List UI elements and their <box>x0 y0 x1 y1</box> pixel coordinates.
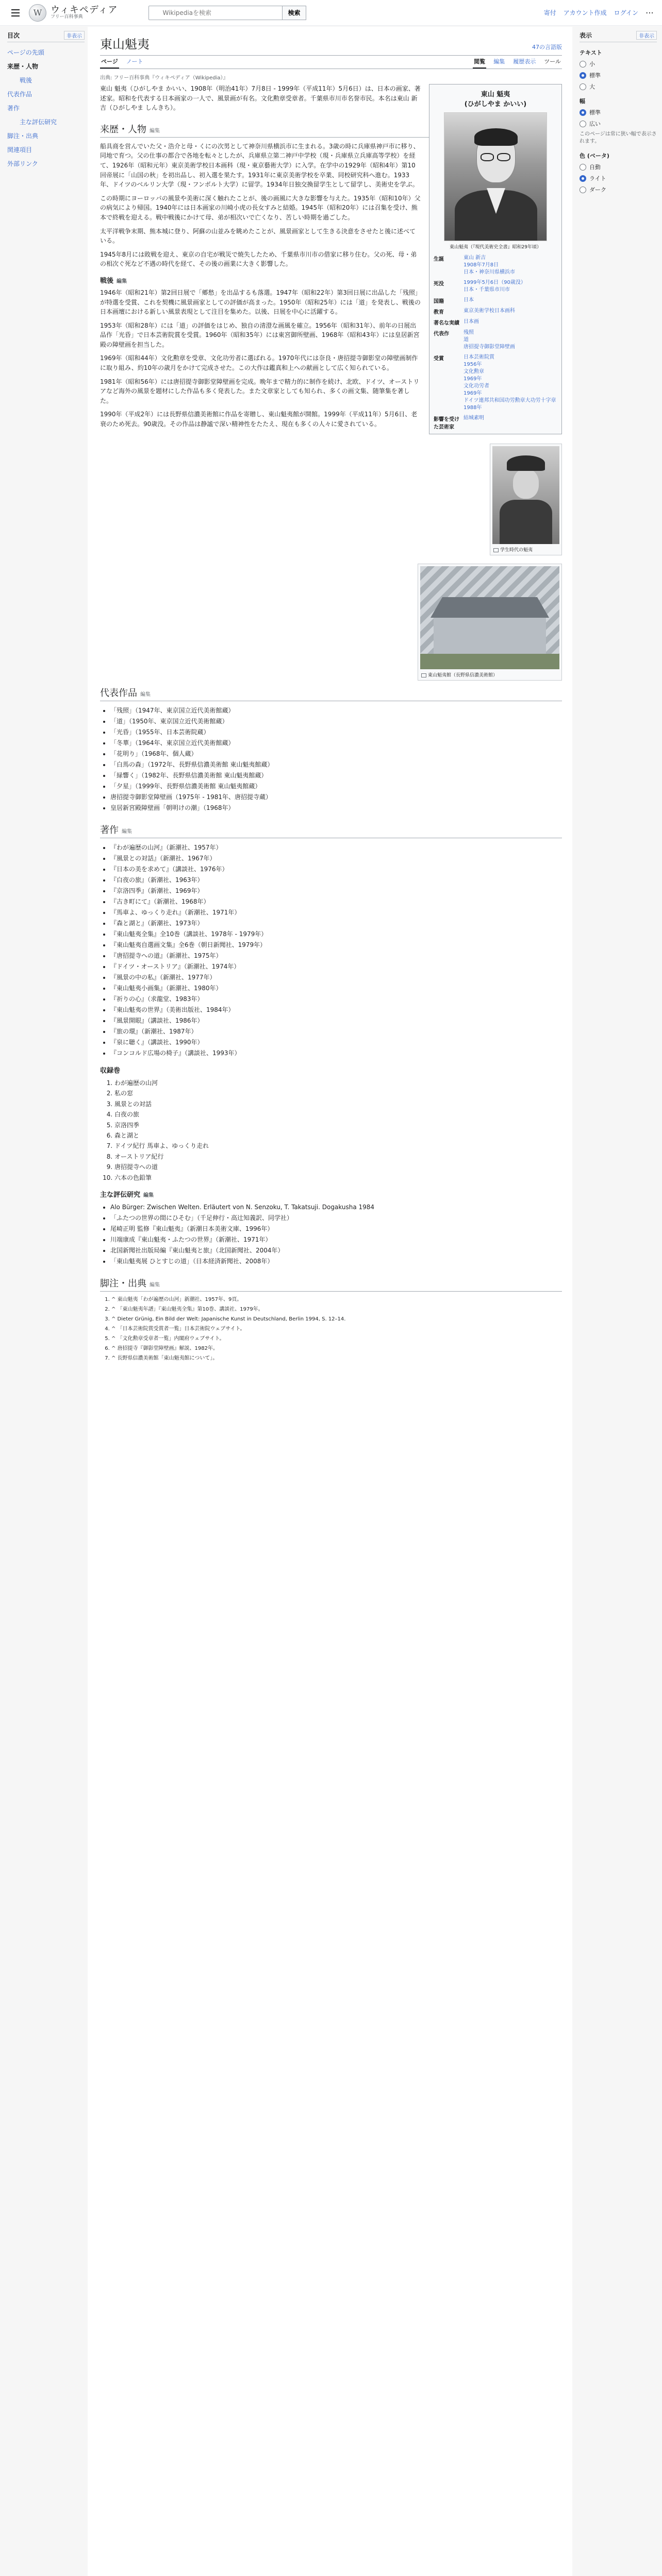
work-item: • 「緑響く」（1982年、長野県信濃美術館 東山魁夷館蔵） <box>110 770 562 781</box>
radio-button-icon[interactable] <box>580 121 586 127</box>
section-heading-studies <box>100 1189 562 1199</box>
work-item: • 「道」（1950年、東京国立近代美術館蔵） <box>110 716 562 727</box>
paragraph: 太平洋戦争末期、熊本城に登り、阿蘇の山並みを眺めたことが、風景画家として生きる決意をさせたと後に述べている。 <box>100 227 416 245</box>
reference-item: 3. ^ Dieter Grünig, Ein Bild der Welt: Japanische Kunst in Deutschland, Berlin 1994, S. 12–14. <box>111 1315 562 1323</box>
more-options-icon[interactable]: ⋯ <box>646 8 654 18</box>
book-item: • 『唐招提寺への道』（新潮社、1975年） <box>110 951 562 961</box>
infobox-value <box>461 295 559 306</box>
paragraph: 1946年（昭和21年）第2回日展で「郷愁」を出品するも落選。1947年（昭和22年）第3回日展に出品した「残照」が特選を受賞、これを契機に風景画家としての評価が高まった。1950年（昭和25年）には「道」を発表し、戦後の日本画壇における新しい風景表現として注目を集めた。以後、日展を中心に活躍する。 <box>100 289 421 316</box>
site-title: ウィキペディア <box>51 4 118 15</box>
infobox-value <box>461 317 559 328</box>
infobox-value-line[interactable]: 東京美術学校日本画科 <box>464 308 515 314</box>
text-size-option[interactable] <box>580 60 657 68</box>
reference-item: 6. ^ 唐招提寺『御影堂障壁画』解説、1982年。 <box>111 1345 562 1352</box>
radio-button-icon[interactable] <box>580 61 586 67</box>
article-body <box>100 84 562 1362</box>
volume-item: 3. 風景との対話 <box>114 1099 562 1109</box>
numbered-heading: 収録巻 <box>100 1067 121 1075</box>
section-title-works: 代表作品 <box>100 688 137 699</box>
text-size-option-label: 標準 <box>589 72 601 79</box>
main-content <box>88 27 572 2576</box>
book-item: • 『ドイツ・オーストリア』（新潮社、1974年） <box>110 961 562 972</box>
toc-list <box>7 45 85 171</box>
infobox-label: 著名な実績 <box>434 320 459 326</box>
appearance-hide-button[interactable]: 非表示 <box>636 31 657 40</box>
user-links <box>544 8 654 18</box>
infobox-value <box>461 278 559 295</box>
infobox-label: 影響を受けた芸術家 <box>434 417 459 430</box>
infobox-label: 代表作 <box>434 331 449 337</box>
edit-section-link[interactable]: 編集 <box>143 1192 154 1198</box>
infobox-label: 生誕 <box>434 257 444 262</box>
book-item: • 『東山魁夷小画集』（新潮社、1980年） <box>110 983 562 994</box>
books-list <box>100 842 562 1059</box>
section-heading-books <box>100 823 562 838</box>
text-size-label: テキスト <box>580 49 602 56</box>
infobox-row <box>432 317 559 328</box>
infobox-value-line[interactable]: 日本 <box>464 297 474 303</box>
search-input[interactable] <box>148 6 283 20</box>
color-option-label: ライト <box>589 175 606 182</box>
appearance-title: 表示 <box>580 32 592 39</box>
toc-sidebar <box>7 31 85 171</box>
book-item: • 『東山魁夷全集』全10巻（講談社、1978年 - 1979年） <box>110 929 562 940</box>
toc-item[interactable]: 来歴・人物 <box>7 63 39 70</box>
radio-button-icon[interactable] <box>580 164 586 171</box>
infobox-label: 死没 <box>434 281 444 287</box>
edit-section-link[interactable]: 編集 <box>150 1282 160 1288</box>
infobox-value-line[interactable]: 東山 新吉 <box>464 255 486 261</box>
infobox-value-line[interactable]: 日本・神奈川県横浜市 <box>464 269 515 275</box>
tab-tools[interactable]: ツール <box>544 58 561 65</box>
book-item: • 『京洛四季』（新潮社、1969年） <box>110 886 562 896</box>
tab-history[interactable]: 履歴表示 <box>513 58 536 65</box>
wikipedia-globe-icon: W <box>29 4 46 22</box>
thumb-student-caption: 学生時代の魁夷 <box>500 548 533 553</box>
infobox-value-line[interactable]: 1999年5月6日（90歳没） <box>464 280 526 285</box>
infobox-value-line[interactable]: 唐招提寺御影堂障壁画 <box>464 344 515 350</box>
search-form <box>148 6 306 20</box>
infobox-row <box>432 306 559 317</box>
section-title-refs: 脚注・出典 <box>100 1278 146 1289</box>
enlarge-icon[interactable] <box>421 673 426 677</box>
paragraph: 1981年（昭和56年）には唐招提寺御影堂障壁画を完成。晩年まで精力的に制作を続け、北欧、ドイツ、オーストリアなど海外の風景を題材にした作品も多く発表した。また文章家としても知られ、多くの画文集、随筆集を著した。 <box>100 378 420 404</box>
languages-button[interactable]: 47の言語版 <box>532 44 562 50</box>
numbered-list <box>100 1078 562 1183</box>
toc-item[interactable]: 著作 <box>7 105 20 112</box>
width-option-label: 広い <box>589 121 601 127</box>
book-item: • 『わが遍歴の山河』（新潮社、1957年） <box>110 842 562 853</box>
infobox-value-line[interactable]: 文化勲章 <box>464 369 484 375</box>
book-item: • 『コンコルド広場の椅子』（講談社、1993年） <box>110 1048 562 1059</box>
infobox-table <box>432 253 559 432</box>
tab-read[interactable]: 閲覧 <box>473 55 486 69</box>
book-item: • 『旅の環』（新潮社、1987年） <box>110 1026 562 1037</box>
color-option[interactable] <box>580 163 657 171</box>
reference-item: 1. ^ 東山魁夷「わが遍歴の山河」新潮社、1957年、9頁。 <box>111 1296 562 1303</box>
references-list <box>100 1296 562 1362</box>
infobox-value <box>461 253 559 278</box>
infobox-value-line[interactable]: ドイツ連邦共和国功労勲章大功労十字章 <box>464 398 556 403</box>
search-button[interactable]: 検索 <box>283 6 306 20</box>
book-item: • 『白夜の旅』（新潮社、1963年） <box>110 875 562 886</box>
volume-item: 9. 唐招提寺への道 <box>114 1162 562 1172</box>
color-group <box>580 151 657 194</box>
paragraph: 1969年（昭和44年）文化勲章を受章、文化功労者に選ばれる。1970年代には奈良・唐招提寺御影堂の障壁画制作に取り組み、約10年の歳月をかけて完成させた。この大作は鑑真和上への献画として広く知られている。 <box>100 354 418 372</box>
book-item: • 『森と湖と』（新潮社、1973年） <box>110 918 562 929</box>
studies-list <box>100 1202 562 1267</box>
work-item: • 皇居新宮殿障壁画「朝明けの潮」（1968年） <box>110 803 562 814</box>
toc-item[interactable]: 関連項目 <box>7 146 32 154</box>
article-tagline: 出典: フリー百科事典『ウィキペディア（Wikipedia）』 <box>100 75 228 81</box>
color-option[interactable] <box>580 174 657 182</box>
page-title: 東山魁夷 <box>100 37 150 52</box>
reference-item: 2. ^ 「東山魁夷年譜」『東山魁夷全集』第10巻、講談社、1979年。 <box>111 1306 562 1313</box>
color-label: 色 (ベータ) <box>580 152 609 159</box>
appearance-panel <box>580 31 657 197</box>
study-item: • 尾崎正明 監修『東山魁夷』（新潮日本美術文庫、1996年） <box>110 1224 562 1234</box>
volume-item: 5. 京洛四季 <box>114 1120 562 1130</box>
edit-section-link[interactable]: 編集 <box>122 829 132 835</box>
section-heading-refs <box>100 1276 562 1292</box>
work-item: • 「冬華」（1964年、東京国立近代美術館蔵） <box>110 738 562 749</box>
main-menu-button[interactable] <box>7 5 24 21</box>
infobox-value-line[interactable]: 残照 <box>464 330 474 335</box>
book-item: • 『風景との対話』（新潮社、1967年） <box>110 853 562 864</box>
login-link[interactable]: ログイン <box>614 9 638 16</box>
toc-item[interactable]: 戦後 <box>20 77 32 84</box>
intro-paragraph: 東山 魁夷（ひがしやま かいい、1908年（明治41年）7月8日 - 1999年（平成11年）5月6日）は、日本の画家、著述家。昭和を代表する日本画家の一人で、風景画が有名。文化勲章受章者。千葉県市川市名誉市民。本名は東山 新吉（ひがしやま しんきち）。 <box>100 85 421 112</box>
toc-item[interactable]: 脚注・出典 <box>7 132 39 140</box>
width-option[interactable] <box>580 108 657 116</box>
site-logo[interactable] <box>29 4 118 22</box>
infobox-label: 教育 <box>434 310 444 315</box>
thumb-museum <box>418 564 562 681</box>
paragraph: この時期にヨーロッパの風景や美術に深く触れたことが、後の画風に大きな影響を与えた。1935年（昭和10年）父の病気により帰国。1940年には日本画家の川崎小虎の長女すみと結婚。1945年（昭和20年）には召集を受け、熊本で終戦を迎える。戦中戦後にかけて母、弟が相次いで亡くなり、苦しい時期を過ごした。 <box>100 194 421 221</box>
toc-item[interactable]: 主な評伝研究 <box>20 118 57 126</box>
radio-button-icon[interactable] <box>580 72 586 79</box>
infobox-label: 受賞 <box>434 356 444 362</box>
text-size-option[interactable] <box>580 71 657 79</box>
radio-button-icon[interactable] <box>580 175 586 182</box>
text-size-group <box>580 48 657 91</box>
tab-article[interactable]: ページ <box>100 55 119 69</box>
portrait-caption: 東山魁夷（『現代美術史全書』昭和29年頃） <box>450 245 541 250</box>
paragraph: 1945年8月には敗戦を迎え、東京の自宅が戦災で焼失したため、千葉県市川市の借家に移り住む。父の死、母・弟の相次ぐ死など不遇の時代を経て、その後の画業に大きく影響した。 <box>100 250 417 268</box>
infobox <box>429 84 562 434</box>
radio-button-icon[interactable] <box>580 109 586 116</box>
radio-button-icon[interactable] <box>580 187 586 193</box>
toc-item[interactable]: 外部リンク <box>7 160 38 167</box>
width-option-label: 標準 <box>589 109 601 116</box>
reference-item: 4. ^ 「日本芸術院賞受賞者一覧」日本芸術院ウェブサイト。 <box>111 1325 562 1333</box>
study-item: • 「ふたつの世界の間にひそむ」（千足伸行・高辻知義訳、同学社） <box>110 1213 562 1224</box>
infobox-value-line[interactable]: 文化功労者 <box>464 383 489 389</box>
radio-button-icon[interactable] <box>580 83 586 90</box>
book-item: • 『風景の中の私』（新潮社、1977年） <box>110 972 562 983</box>
infobox-value <box>461 413 559 432</box>
infobox-value <box>461 328 559 352</box>
width-group <box>580 97 657 128</box>
book-item: • 『東山魁夷の世界』（美術出版社、1984年） <box>110 1005 562 1015</box>
infobox-value-line[interactable]: 日本芸術院賞 <box>464 354 494 360</box>
portrait-image[interactable] <box>444 112 547 241</box>
museum-photo[interactable] <box>420 566 559 669</box>
volume-item: 8. オーストリア紀行 <box>114 1151 562 1162</box>
thumb-museum-caption: 東山魁夷館（長野県信濃美術館） <box>428 673 498 678</box>
edit-section-link[interactable]: 編集 <box>140 692 151 698</box>
infobox-value-line[interactable]: 日本画 <box>464 319 479 325</box>
book-item: • 『日本の美を求めて』（講談社、1976年） <box>110 864 562 875</box>
volume-item: 4. 白夜の旅 <box>114 1109 562 1120</box>
toc-hide-button[interactable]: 非表示 <box>64 31 85 40</box>
infobox-label: 国籍 <box>434 299 444 304</box>
works-list <box>100 705 562 814</box>
create-account-link[interactable]: アカウント作成 <box>563 9 607 16</box>
text-size-option[interactable] <box>580 82 657 91</box>
paragraph: 1953年（昭和28年）には「道」の評価をはじめ、独自の清澄な画風を確立。1956年（昭和31年）、前年の日展出品作「光昏」で日本芸術院賞を受賞。1960年（昭和35年）には東宮御所壁画、1968年（昭和43年）には皇居新宮殿の障壁画を担当した。 <box>100 321 420 348</box>
paragraph: 1990年（平成2年）には長野県信濃美術館に作品を寄贈し、東山魁夷館が開館。1999年（平成11年）5月6日、老衰のため死去。90歳没。その作品は静謐で深い精神性をたたえ、現在も多くの人々に愛されている。 <box>100 411 418 428</box>
work-item: • 「光昏」（1955年、日本芸術院蔵） <box>110 727 562 738</box>
infobox-value-line[interactable]: 1969年 <box>464 376 482 382</box>
section-title-postwar: 戦後 <box>100 277 114 285</box>
infobox-title: 東山 魁夷 (ひがしやま かいい) <box>464 91 527 108</box>
volume-item: 10. 六本の色鉛筆 <box>114 1173 562 1183</box>
infobox-value-line[interactable]: 1969年 <box>464 391 482 396</box>
toc-item[interactable]: ページの先頭 <box>7 49 44 56</box>
tab-talk[interactable]: ノート <box>126 58 143 65</box>
infobox-value <box>461 352 559 413</box>
thumb-student <box>490 444 562 555</box>
infobox-value <box>461 306 559 317</box>
infobox-value-line[interactable]: 道 <box>464 337 469 343</box>
color-option[interactable] <box>580 185 657 194</box>
work-item: • 「残照」（1947年、東京国立近代美術館蔵） <box>110 705 562 716</box>
site-header <box>0 0 662 26</box>
student-photo[interactable] <box>492 446 559 544</box>
book-item: • 『馬車よ、ゆっくり走れ』（新潮社、1971年） <box>110 907 562 918</box>
work-item: • 唐招提寺御影堂障壁画（1975年 - 1981年、唐招提寺蔵） <box>110 792 562 803</box>
section-title-studies: 主な評伝研究 <box>100 1191 141 1199</box>
section-title-career: 来歴・人物 <box>100 124 146 135</box>
reference-item: 7. ^ 長野県信濃美術館「東山魁夷館について」。 <box>111 1354 562 1362</box>
paragraph: 船具商を営んでいた父・浩介と母・くにの次男として神奈川県横浜市に生まれる。3歳の時に兵庫県神戸市に移り、同地で育つ。父の仕事の都合で各地を転々としたが、兵庫県立第二神戸中学校（現・兵庫県立兵庫高等学校）を経て、1926年（昭和元年）東京美術学校日本画科（現・東京藝術大学）に入学。在学中の1929年（昭和4年）第10回帝展に「山国の秋」を初出品し、初入選を果たす。1931年に東京美術学校を卒業、同校研究科へ進む。1933年、ドイツのベルリン大学（現・フンボルト大学）に留学。1934年日独交換留学生として留学し、美術史を学ぶ。 <box>100 142 420 189</box>
edit-section-link[interactable]: 編集 <box>117 278 127 284</box>
toc-title: 目次 <box>7 32 20 39</box>
infobox-value-line[interactable]: 1908年7月8日 <box>464 262 499 268</box>
infobox-value-line[interactable]: 結城素明 <box>464 415 484 421</box>
edit-section-link[interactable]: 編集 <box>150 128 160 134</box>
color-option-label: 自動 <box>589 164 601 171</box>
text-size-option-label: 小 <box>589 61 595 67</box>
infobox-row <box>432 295 559 306</box>
page-title-bar <box>100 34 562 56</box>
donate-link[interactable]: 寄付 <box>543 9 556 16</box>
toc-item[interactable]: 代表作品 <box>7 91 32 98</box>
tab-edit[interactable]: 編集 <box>493 58 505 65</box>
infobox-value-line[interactable]: 1988年 <box>464 405 482 411</box>
enlarge-icon[interactable] <box>493 548 499 552</box>
work-item: • 「夕星」（1999年、長野県信濃美術館 東山魁夷館蔵） <box>110 781 562 792</box>
reference-item: 5. ^ 「文化勲章受章者一覧」内閣府ウェブサイト。 <box>111 1335 562 1343</box>
site-subtitle: フリー百科事典 <box>51 14 83 20</box>
book-item: • 『東山魁夷自選画文集』全6巻（朝日新聞社、1979年） <box>110 940 562 951</box>
volume-item: 1. わが遍歴の山河 <box>114 1078 562 1088</box>
infobox-row <box>432 352 559 413</box>
work-item: • 「白馬の森」（1972年、長野県信濃美術館 東山魁夷館蔵） <box>110 759 562 770</box>
book-item: • 『風景開眼』（講談社、1986年） <box>110 1015 562 1026</box>
text-size-option-label: 大 <box>589 83 595 90</box>
infobox-row <box>432 253 559 278</box>
work-item: • 「花明り」（1968年、個人蔵） <box>110 749 562 759</box>
study-item: • 北国新聞社出版局編『東山魁夷と旅』（北国新聞社、2004年） <box>110 1245 562 1256</box>
book-item: • 『泉に聴く』（講談社、1990年） <box>110 1037 562 1048</box>
width-option[interactable] <box>580 120 657 128</box>
page-tabs <box>100 56 562 69</box>
section-title-books: 著作 <box>100 825 119 836</box>
infobox-value-line[interactable]: 日本・千葉県市川市 <box>464 287 510 293</box>
infobox-row <box>432 328 559 352</box>
study-item: • Alo Bürger: Zwischen Welten. Erläutert von N. Senzoku, T. Takatsuji. Dogakusha 1984 <box>110 1202 562 1213</box>
volume-item: 6. 森と湖と <box>114 1130 562 1141</box>
section-heading-works <box>100 686 562 701</box>
study-item: • 川端康成『東山魁夷・ふたつの世界』（新潮社、1971年） <box>110 1234 562 1245</box>
infobox-value-line[interactable]: 1956年 <box>464 362 482 367</box>
book-item: • 『古き町にて』（新潮社、1968年） <box>110 896 562 907</box>
volume-item: 2. 私の窓 <box>114 1088 562 1098</box>
infobox-row <box>432 278 559 295</box>
book-item: • 『祈りの心』（求龍堂、1983年） <box>110 994 562 1005</box>
color-option-label: ダーク <box>589 187 606 193</box>
width-note: このページは常に狭い幅で表示されます。 <box>580 131 657 144</box>
volume-item: 7. ドイツ紀行 馬車よ、ゆっくり走れ <box>114 1141 562 1151</box>
study-item: • 「東山魁夷展 ひとすじの道」（日本経済新聞社、2008年） <box>110 1256 562 1267</box>
infobox-row <box>432 413 559 432</box>
width-label: 幅 <box>580 98 585 105</box>
